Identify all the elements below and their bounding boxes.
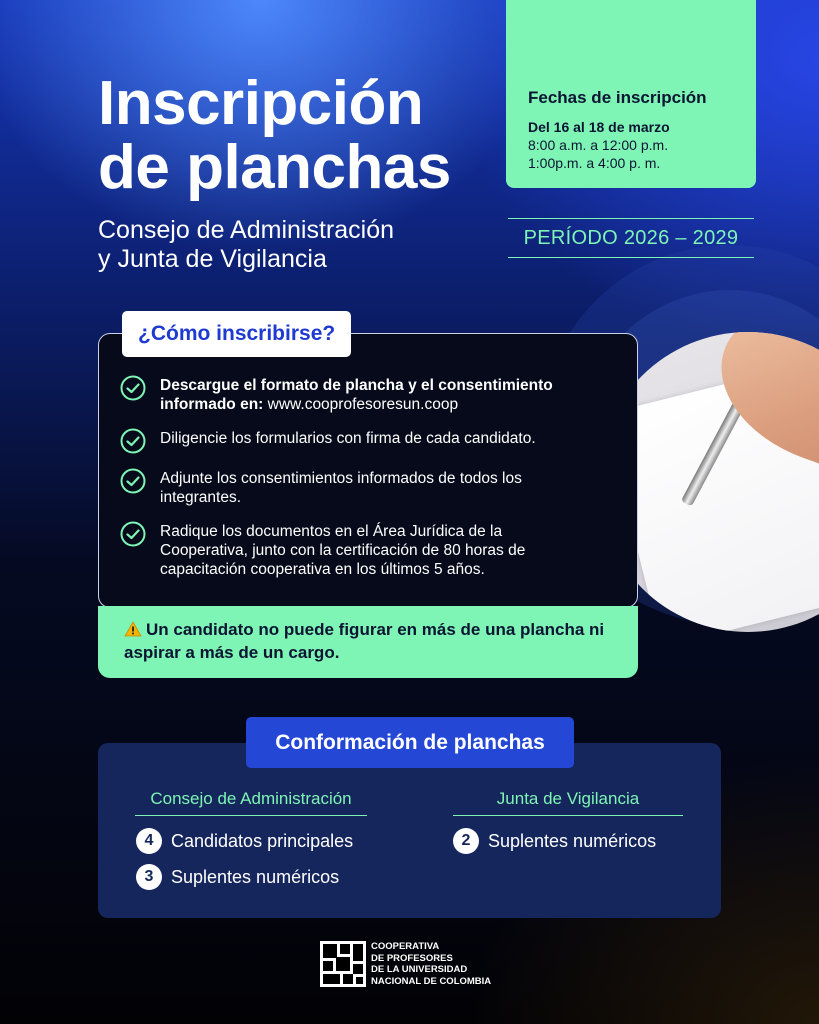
website-link[interactable]: www.cooprofesoresun.coop xyxy=(267,396,459,413)
board-item xyxy=(453,828,656,854)
council-item-label: Suplentes numéricos xyxy=(171,866,340,887)
step-2-text: Diligencie los formularios con firma de cada candidato. xyxy=(160,430,536,447)
step-item xyxy=(120,376,610,414)
registration-dates-box xyxy=(506,0,756,188)
step-1-text xyxy=(160,376,610,414)
council-item-label: Candidatos principales xyxy=(171,830,354,851)
council-heading: Consejo de Administración xyxy=(135,789,367,816)
dates-slot-afternoon: 1:00p.m. a 4:00 p. m. xyxy=(528,155,661,171)
page-title xyxy=(98,69,451,202)
logo-line-4: NACIONAL DE COLOMBIA xyxy=(371,975,492,987)
page-subtitle xyxy=(98,216,394,274)
count-badge: 4 xyxy=(136,828,162,854)
steps-list xyxy=(120,376,610,594)
how-to-register-title: ¿Cómo inscribirse? xyxy=(122,311,351,357)
check-circle-icon xyxy=(120,375,146,401)
subtitle-line-1: Consejo de Administración xyxy=(98,216,394,244)
warning-text: Un candidato no puede figurar en más de una plancha ni aspirar a más de un cargo. xyxy=(124,620,605,662)
dates-range: Del 16 al 18 de marzo xyxy=(528,119,670,135)
council-item xyxy=(136,828,353,854)
logo-line-3: DE LA UNIVERSIDAD xyxy=(371,964,468,975)
cooperative-logo-icon xyxy=(320,941,366,987)
logo-line-1: COOPERATIVA xyxy=(371,941,440,952)
dates-title: Fechas de inscripción xyxy=(528,88,707,107)
cooperative-logo xyxy=(320,941,491,987)
count-badge: 2 xyxy=(453,828,479,854)
board-heading: Junta de Vigilancia xyxy=(453,789,683,816)
board-item-label: Suplentes numéricos xyxy=(488,830,657,851)
subtitle-line-2: y Junta de Vigilancia xyxy=(98,245,327,273)
composition-title: Conformación de planchas xyxy=(246,717,574,768)
count-badge: 3 xyxy=(136,864,162,890)
step-item xyxy=(120,522,610,579)
logo-line-2: DE PROFESORES xyxy=(371,952,453,964)
step-1-bold: Descargue el formato de plancha y el consentimiento informado en: xyxy=(160,377,553,413)
check-circle-icon xyxy=(120,521,146,547)
step-item xyxy=(120,429,610,454)
warning-box xyxy=(98,606,638,678)
period-label: PERÍODO 2026 – 2029 xyxy=(508,218,754,258)
cooperative-name xyxy=(371,941,491,987)
title-line-1: Inscripción xyxy=(98,69,424,138)
step-3-text: Adjunte los consentimientos informados de todos los integrantes. xyxy=(160,470,522,506)
check-circle-icon xyxy=(120,468,146,494)
step-item xyxy=(120,469,610,507)
dates-slot-morning: 8:00 a.m. a 12:00 p.m. xyxy=(528,137,669,153)
warning-icon xyxy=(124,621,142,637)
title-line-2: de planchas xyxy=(98,133,451,202)
council-item xyxy=(136,864,339,890)
check-circle-icon xyxy=(120,428,146,454)
step-4-text: Radique los documentos en el Área Jurídica de la Cooperativa, junto con la certificación de 80 horas de capacitación cooperativa en los últimos 5 años. xyxy=(160,523,526,578)
